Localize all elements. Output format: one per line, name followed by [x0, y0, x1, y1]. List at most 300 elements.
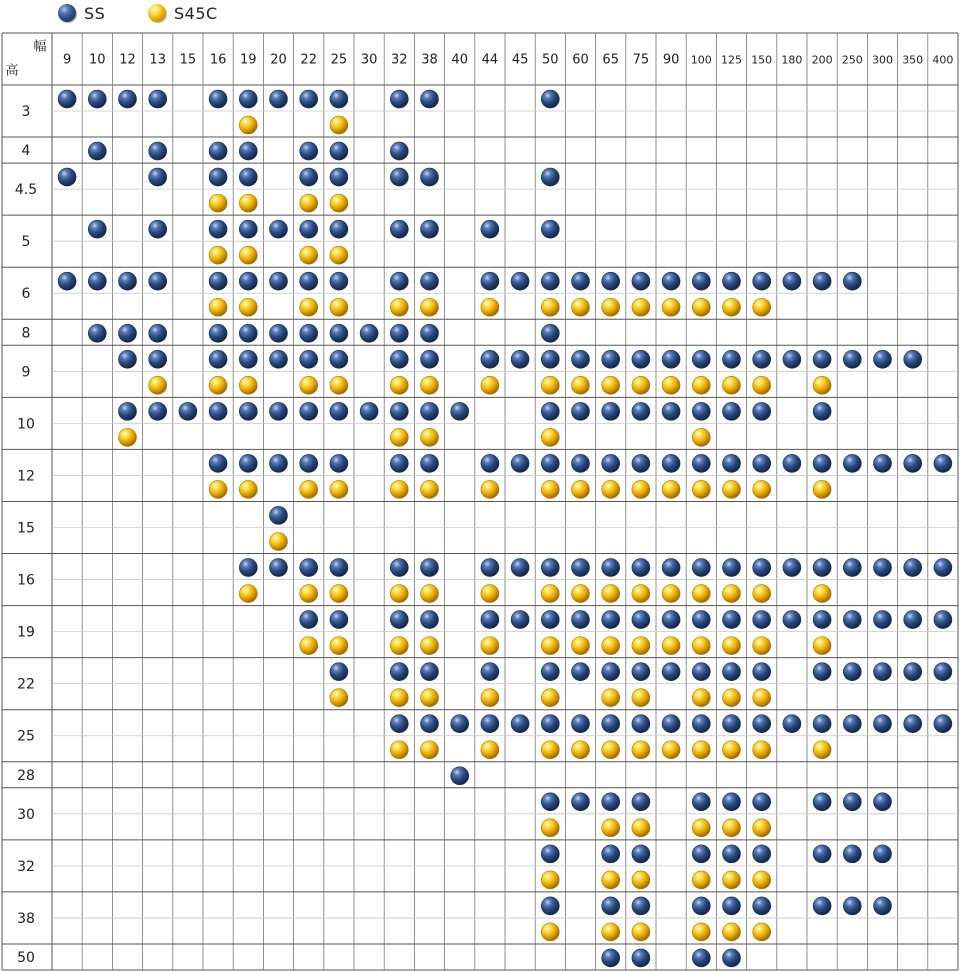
header-height-label: 高 — [5, 63, 19, 79]
s45c-availability-dot — [300, 637, 318, 655]
column-header-150: 150 — [751, 53, 773, 67]
ss-availability-dot — [692, 454, 710, 472]
ss-availability-dot — [390, 272, 408, 290]
ss-availability-dot — [753, 402, 771, 420]
s45c-availability-dot — [632, 741, 650, 759]
s45c-availability-dot — [662, 637, 680, 655]
row-label-32: 32 — [17, 858, 35, 875]
ss-availability-dot — [843, 350, 861, 368]
ss-availability-dot — [330, 90, 348, 108]
ss-availability-dot — [602, 611, 620, 629]
s45c-availability-dot — [541, 689, 559, 707]
ss-availability-dot — [58, 168, 76, 186]
ss-availability-dot — [300, 220, 318, 238]
s45c-availability-dot — [541, 298, 559, 316]
ss-availability-dot — [300, 454, 318, 472]
ss-availability-dot — [421, 350, 439, 368]
s45c-availability-dot — [753, 689, 771, 707]
ss-availability-dot — [662, 350, 680, 368]
ss-availability-dot — [692, 559, 710, 577]
ss-availability-dot — [149, 272, 167, 290]
ss-availability-dot — [813, 845, 831, 863]
s45c-availability-dot — [239, 376, 257, 394]
ss-availability-dot — [692, 611, 710, 629]
s45c-availability-dot — [421, 637, 439, 655]
s45c-availability-dot — [390, 637, 408, 655]
ss-availability-dot — [330, 402, 348, 420]
ss-availability-dot — [632, 845, 650, 863]
ss-availability-dot — [753, 611, 771, 629]
column-header-90: 90 — [662, 52, 680, 68]
ss-availability-dot — [421, 168, 439, 186]
ss-availability-dot — [602, 897, 620, 915]
row-label-10: 10 — [17, 416, 35, 433]
s45c-availability-dot — [239, 246, 257, 264]
ss-availability-dot — [209, 402, 227, 420]
ss-availability-dot — [632, 793, 650, 811]
ss-availability-dot — [723, 715, 741, 733]
column-header-40: 40 — [451, 52, 468, 68]
s45c-availability-dot — [541, 741, 559, 759]
ss-availability-dot — [149, 324, 167, 342]
ss-availability-dot — [390, 402, 408, 420]
ss-availability-dot — [602, 350, 620, 368]
row-label-16: 16 — [17, 572, 35, 589]
s45c-availability-dot — [300, 480, 318, 498]
ss-availability-dot — [572, 402, 590, 420]
ss-availability-dot — [692, 715, 710, 733]
column-header-15: 15 — [179, 52, 197, 68]
s45c-availability-dot — [300, 585, 318, 603]
ss-availability-dot — [541, 220, 559, 238]
ss-availability-dot — [723, 897, 741, 915]
s45c-availability-dot — [723, 741, 741, 759]
ss-availability-dot — [602, 272, 620, 290]
ss-availability-dot — [270, 350, 288, 368]
ss-availability-dot — [632, 402, 650, 420]
ss-availability-dot — [300, 90, 318, 108]
s45c-availability-dot — [723, 376, 741, 394]
ss-availability-dot — [421, 715, 439, 733]
ss-availability-dot — [753, 350, 771, 368]
ss-availability-dot — [421, 272, 439, 290]
ss-availability-dot — [390, 663, 408, 681]
s45c-availability-dot — [209, 376, 227, 394]
s45c-availability-dot — [753, 585, 771, 603]
s45c-availability-dot — [602, 480, 620, 498]
ss-availability-dot — [239, 272, 257, 290]
ss-availability-dot — [149, 90, 167, 108]
ss-availability-dot — [874, 559, 892, 577]
column-header-19: 19 — [240, 52, 257, 68]
ss-availability-dot — [783, 715, 801, 733]
ss-availability-dot — [421, 402, 439, 420]
ss-availability-dot — [602, 559, 620, 577]
ss-availability-dot — [300, 559, 318, 577]
s45c-availability-dot — [602, 585, 620, 603]
ss-availability-dot — [330, 168, 348, 186]
ss-availability-dot — [874, 897, 892, 915]
column-header-300: 300 — [872, 53, 893, 67]
ss-availability-dot — [692, 949, 710, 967]
ss-availability-dot — [813, 454, 831, 472]
s45c-availability-dot — [632, 871, 650, 889]
s45c-availability-dot — [330, 480, 348, 498]
ss-availability-dot — [572, 611, 590, 629]
ss-availability-dot — [390, 715, 408, 733]
ss-availability-dot — [541, 845, 559, 863]
s45c-availability-dot — [239, 585, 257, 603]
ss-availability-dot — [904, 611, 922, 629]
ss-availability-dot — [813, 350, 831, 368]
ss-availability-dot — [813, 663, 831, 681]
s45c-availability-dot — [692, 480, 710, 498]
ss-availability-dot — [119, 272, 137, 290]
s45c-availability-dot — [632, 689, 650, 707]
s45c-availability-dot — [602, 298, 620, 316]
s45c-availability-dot — [723, 637, 741, 655]
s45c-availability-dot — [330, 637, 348, 655]
ss-availability-dot — [360, 324, 378, 342]
s45c-availability-dot — [300, 298, 318, 316]
ss-availability-dot — [723, 559, 741, 577]
s45c-availability-dot — [692, 637, 710, 655]
s45c-availability-dot — [209, 298, 227, 316]
s45c-availability-dot — [602, 871, 620, 889]
legend-ss-label: SS — [84, 3, 106, 23]
s45c-availability-dot — [481, 689, 499, 707]
ss-availability-dot — [330, 559, 348, 577]
ss-availability-dot — [662, 272, 680, 290]
ss-availability-dot — [572, 715, 590, 733]
ss-availability-dot — [572, 454, 590, 472]
row-label-9: 9 — [21, 364, 31, 381]
column-header-22: 22 — [300, 52, 317, 68]
ss-availability-dot — [602, 454, 620, 472]
row-label-3: 3 — [21, 104, 31, 121]
ss-availability-dot — [813, 793, 831, 811]
ss-availability-dot — [783, 350, 801, 368]
ss-availability-dot — [632, 949, 650, 967]
ss-availability-dot — [58, 272, 76, 290]
s45c-availability-dot — [390, 376, 408, 394]
ss-availability-dot — [753, 454, 771, 472]
s45c-availability-dot — [572, 376, 590, 394]
ss-availability-dot — [662, 402, 680, 420]
ss-availability-dot — [451, 402, 469, 420]
ss-availability-dot — [904, 663, 922, 681]
column-header-38: 38 — [421, 52, 438, 68]
column-header-12: 12 — [119, 52, 136, 68]
ss-availability-dot — [209, 220, 227, 238]
s45c-availability-dot — [692, 689, 710, 707]
ss-availability-dot — [843, 715, 861, 733]
ss-availability-dot — [753, 272, 771, 290]
s45c-availability-dot — [541, 637, 559, 655]
s45c-availability-dot — [421, 298, 439, 316]
ss-availability-dot — [239, 90, 257, 108]
ss-availability-dot — [209, 454, 227, 472]
ss-availability-dot — [119, 350, 137, 368]
ss-availability-dot — [602, 663, 620, 681]
ss-availability-dot — [330, 663, 348, 681]
column-header-60: 60 — [572, 52, 589, 68]
column-header-20: 20 — [270, 52, 287, 68]
ss-availability-dot — [239, 402, 257, 420]
ss-availability-dot — [662, 715, 680, 733]
s45c-availability-dot — [753, 376, 771, 394]
ss-availability-dot — [753, 559, 771, 577]
ss-availability-dot — [783, 559, 801, 577]
s45c-availability-dot — [662, 741, 680, 759]
s45c-availability-dot — [813, 741, 831, 759]
s45c-availability-dot — [209, 194, 227, 212]
ss-availability-dot — [723, 611, 741, 629]
ss-availability-dot — [541, 324, 559, 342]
ss-availability-dot — [330, 454, 348, 472]
s45c-availability-dot — [149, 376, 167, 394]
ss-availability-dot — [209, 168, 227, 186]
s45c-availability-dot — [723, 871, 741, 889]
ss-availability-dot — [632, 272, 650, 290]
ss-availability-dot — [541, 611, 559, 629]
ss-availability-dot — [239, 350, 257, 368]
ss-availability-dot — [934, 663, 952, 681]
ss-availability-dot — [300, 142, 318, 160]
row-label-19: 19 — [17, 624, 35, 641]
ss-availability-dot — [119, 402, 137, 420]
ss-availability-dot — [692, 793, 710, 811]
s45c-availability-dot — [753, 923, 771, 941]
s45c-availability-dot — [602, 741, 620, 759]
column-header-45: 45 — [511, 52, 529, 68]
ss-availability-dot — [270, 454, 288, 472]
ss-availability-dot — [813, 611, 831, 629]
ss-availability-dot — [421, 663, 439, 681]
column-header-180: 180 — [781, 53, 803, 67]
s45c-availability-dot — [692, 428, 710, 446]
column-header-350: 350 — [902, 53, 924, 67]
ss-availability-dot — [541, 793, 559, 811]
ss-availability-dot — [723, 454, 741, 472]
s45c-availability-dot — [390, 741, 408, 759]
ss-availability-dot — [783, 454, 801, 472]
ss-availability-dot — [481, 611, 499, 629]
ss-availability-dot — [753, 715, 771, 733]
ss-availability-dot — [843, 454, 861, 472]
ss-availability-dot — [511, 611, 529, 629]
column-header-32: 32 — [391, 52, 408, 68]
s45c-availability-dot — [692, 585, 710, 603]
ss-availability-dot — [541, 90, 559, 108]
ss-availability-dot — [239, 454, 257, 472]
ss-availability-dot — [602, 793, 620, 811]
row-label-5: 5 — [21, 234, 31, 251]
row-label-22: 22 — [17, 676, 35, 693]
ss-availability-dot — [390, 454, 408, 472]
s45c-availability-dot — [632, 376, 650, 394]
s45c-availability-dot — [330, 194, 348, 212]
ss-availability-dot — [541, 559, 559, 577]
ss-availability-dot — [632, 663, 650, 681]
ss-availability-dot — [119, 324, 137, 342]
ss-availability-dot — [753, 663, 771, 681]
ss-availability-dot — [541, 663, 559, 681]
ss-availability-dot — [692, 350, 710, 368]
ss-availability-dot — [421, 324, 439, 342]
ss-availability-dot — [692, 402, 710, 420]
row-label-4.5: 4.5 — [14, 182, 38, 199]
ss-availability-dot — [572, 272, 590, 290]
s45c-availability-dot — [481, 637, 499, 655]
row-label-38: 38 — [17, 910, 35, 927]
s45c-availability-dot — [239, 116, 257, 134]
ss-availability-dot — [843, 272, 861, 290]
s45c-availability-dot — [541, 871, 559, 889]
ss-availability-dot — [149, 220, 167, 238]
s45c-availability-dot — [239, 480, 257, 498]
ss-availability-dot — [874, 611, 892, 629]
s45c-availability-dot — [119, 428, 137, 446]
ss-availability-dot — [541, 897, 559, 915]
s45c-availability-dot — [481, 298, 499, 316]
ss-availability-dot — [270, 220, 288, 238]
s45c-availability-dot — [421, 741, 439, 759]
ss-availability-dot — [270, 272, 288, 290]
ss-availability-dot — [481, 272, 499, 290]
s45c-availability-dot — [572, 637, 590, 655]
column-header-13: 13 — [149, 52, 166, 68]
ss-availability-dot — [390, 611, 408, 629]
ss-availability-dot — [511, 272, 529, 290]
ss-availability-dot — [300, 350, 318, 368]
ss-availability-dot — [753, 845, 771, 863]
s45c-availability-dot — [662, 298, 680, 316]
ss-availability-dot — [602, 715, 620, 733]
ss-availability-dot — [300, 324, 318, 342]
s45c-availability-dot — [421, 376, 439, 394]
ss-availability-dot — [541, 168, 559, 186]
column-header-400: 400 — [932, 53, 954, 67]
s45c-availability-dot — [421, 480, 439, 498]
ss-availability-dot — [58, 90, 76, 108]
ss-availability-dot — [572, 663, 590, 681]
ss-availability-dot — [300, 402, 318, 420]
ss-availability-dot — [723, 845, 741, 863]
ss-availability-dot — [541, 454, 559, 472]
s45c-availability-dot — [541, 480, 559, 498]
column-header-44: 44 — [481, 52, 499, 68]
s45c-availability-dot — [813, 585, 831, 603]
ss-availability-dot — [511, 559, 529, 577]
ss-availability-dot — [541, 715, 559, 733]
s45c-availability-dot — [632, 298, 650, 316]
ss-availability-dot — [390, 350, 408, 368]
ss-availability-dot — [88, 324, 106, 342]
ss-availability-dot — [843, 897, 861, 915]
ss-availability-dot — [632, 350, 650, 368]
ss-availability-dot — [813, 402, 831, 420]
ss-availability-dot — [813, 897, 831, 915]
s45c-availability-dot — [723, 480, 741, 498]
s45c-availability-dot — [541, 428, 559, 446]
ss-availability-dot — [209, 142, 227, 160]
s45c-availability-dot — [541, 585, 559, 603]
s45c-availability-dot — [692, 741, 710, 759]
ss-availability-dot — [874, 793, 892, 811]
column-header-250: 250 — [841, 53, 863, 67]
ss-availability-dot — [239, 559, 257, 577]
s45c-availability-dot — [572, 480, 590, 498]
ss-availability-dot — [541, 272, 559, 290]
ss-availability-dot — [904, 715, 922, 733]
s45c-availability-dot — [723, 689, 741, 707]
ss-availability-dot — [300, 611, 318, 629]
s45c-availability-dot — [330, 689, 348, 707]
ss-availability-dot — [390, 220, 408, 238]
ss-availability-dot — [330, 324, 348, 342]
ss-availability-dot — [451, 715, 469, 733]
column-header-30: 30 — [360, 52, 378, 68]
ss-availability-dot — [239, 324, 257, 342]
ss-availability-dot — [692, 272, 710, 290]
ss-availability-dot — [723, 402, 741, 420]
ss-availability-dot — [88, 142, 106, 160]
ss-availability-dot — [572, 350, 590, 368]
ss-availability-dot — [632, 611, 650, 629]
ss-availability-dot — [783, 272, 801, 290]
s45c-availability-dot — [753, 871, 771, 889]
s45c-availability-dot — [632, 819, 650, 837]
ss-availability-dot — [843, 793, 861, 811]
ss-availability-dot — [662, 611, 680, 629]
s45c-availability-dot — [813, 637, 831, 655]
ss-availability-dot — [843, 663, 861, 681]
ss-availability-dot — [723, 793, 741, 811]
ss-availability-dot — [390, 168, 408, 186]
ss-availability-dot — [481, 663, 499, 681]
row-label-12: 12 — [17, 468, 35, 485]
ss-availability-dot — [119, 90, 137, 108]
s45c-availability-dot — [753, 480, 771, 498]
ss-availability-dot — [149, 402, 167, 420]
ss-availability-dot — [209, 324, 227, 342]
ss-availability-dot — [934, 611, 952, 629]
ss-availability-dot — [421, 611, 439, 629]
s45c-availability-dot — [572, 585, 590, 603]
ss-availability-dot — [88, 272, 106, 290]
column-header-10: 10 — [89, 52, 106, 68]
ss-availability-dot — [209, 90, 227, 108]
s45c-availability-dot — [421, 428, 439, 446]
ss-availability-dot — [270, 90, 288, 108]
s45c-availability-dot — [753, 298, 771, 316]
column-header-16: 16 — [209, 52, 227, 68]
ss-availability-dot — [511, 350, 529, 368]
ss-availability-dot — [421, 220, 439, 238]
ss-availability-dot — [692, 897, 710, 915]
row-label-4: 4 — [21, 143, 31, 160]
s45c-availability-dot — [602, 689, 620, 707]
ss-availability-dot — [662, 454, 680, 472]
ss-availability-dot — [481, 350, 499, 368]
s45c-availability-dot — [813, 376, 831, 394]
ss-availability-dot — [874, 350, 892, 368]
column-header-25: 25 — [330, 52, 348, 68]
ss-availability-dot — [723, 949, 741, 967]
ss-availability-dot — [511, 454, 529, 472]
s45c-availability-dot — [602, 376, 620, 394]
